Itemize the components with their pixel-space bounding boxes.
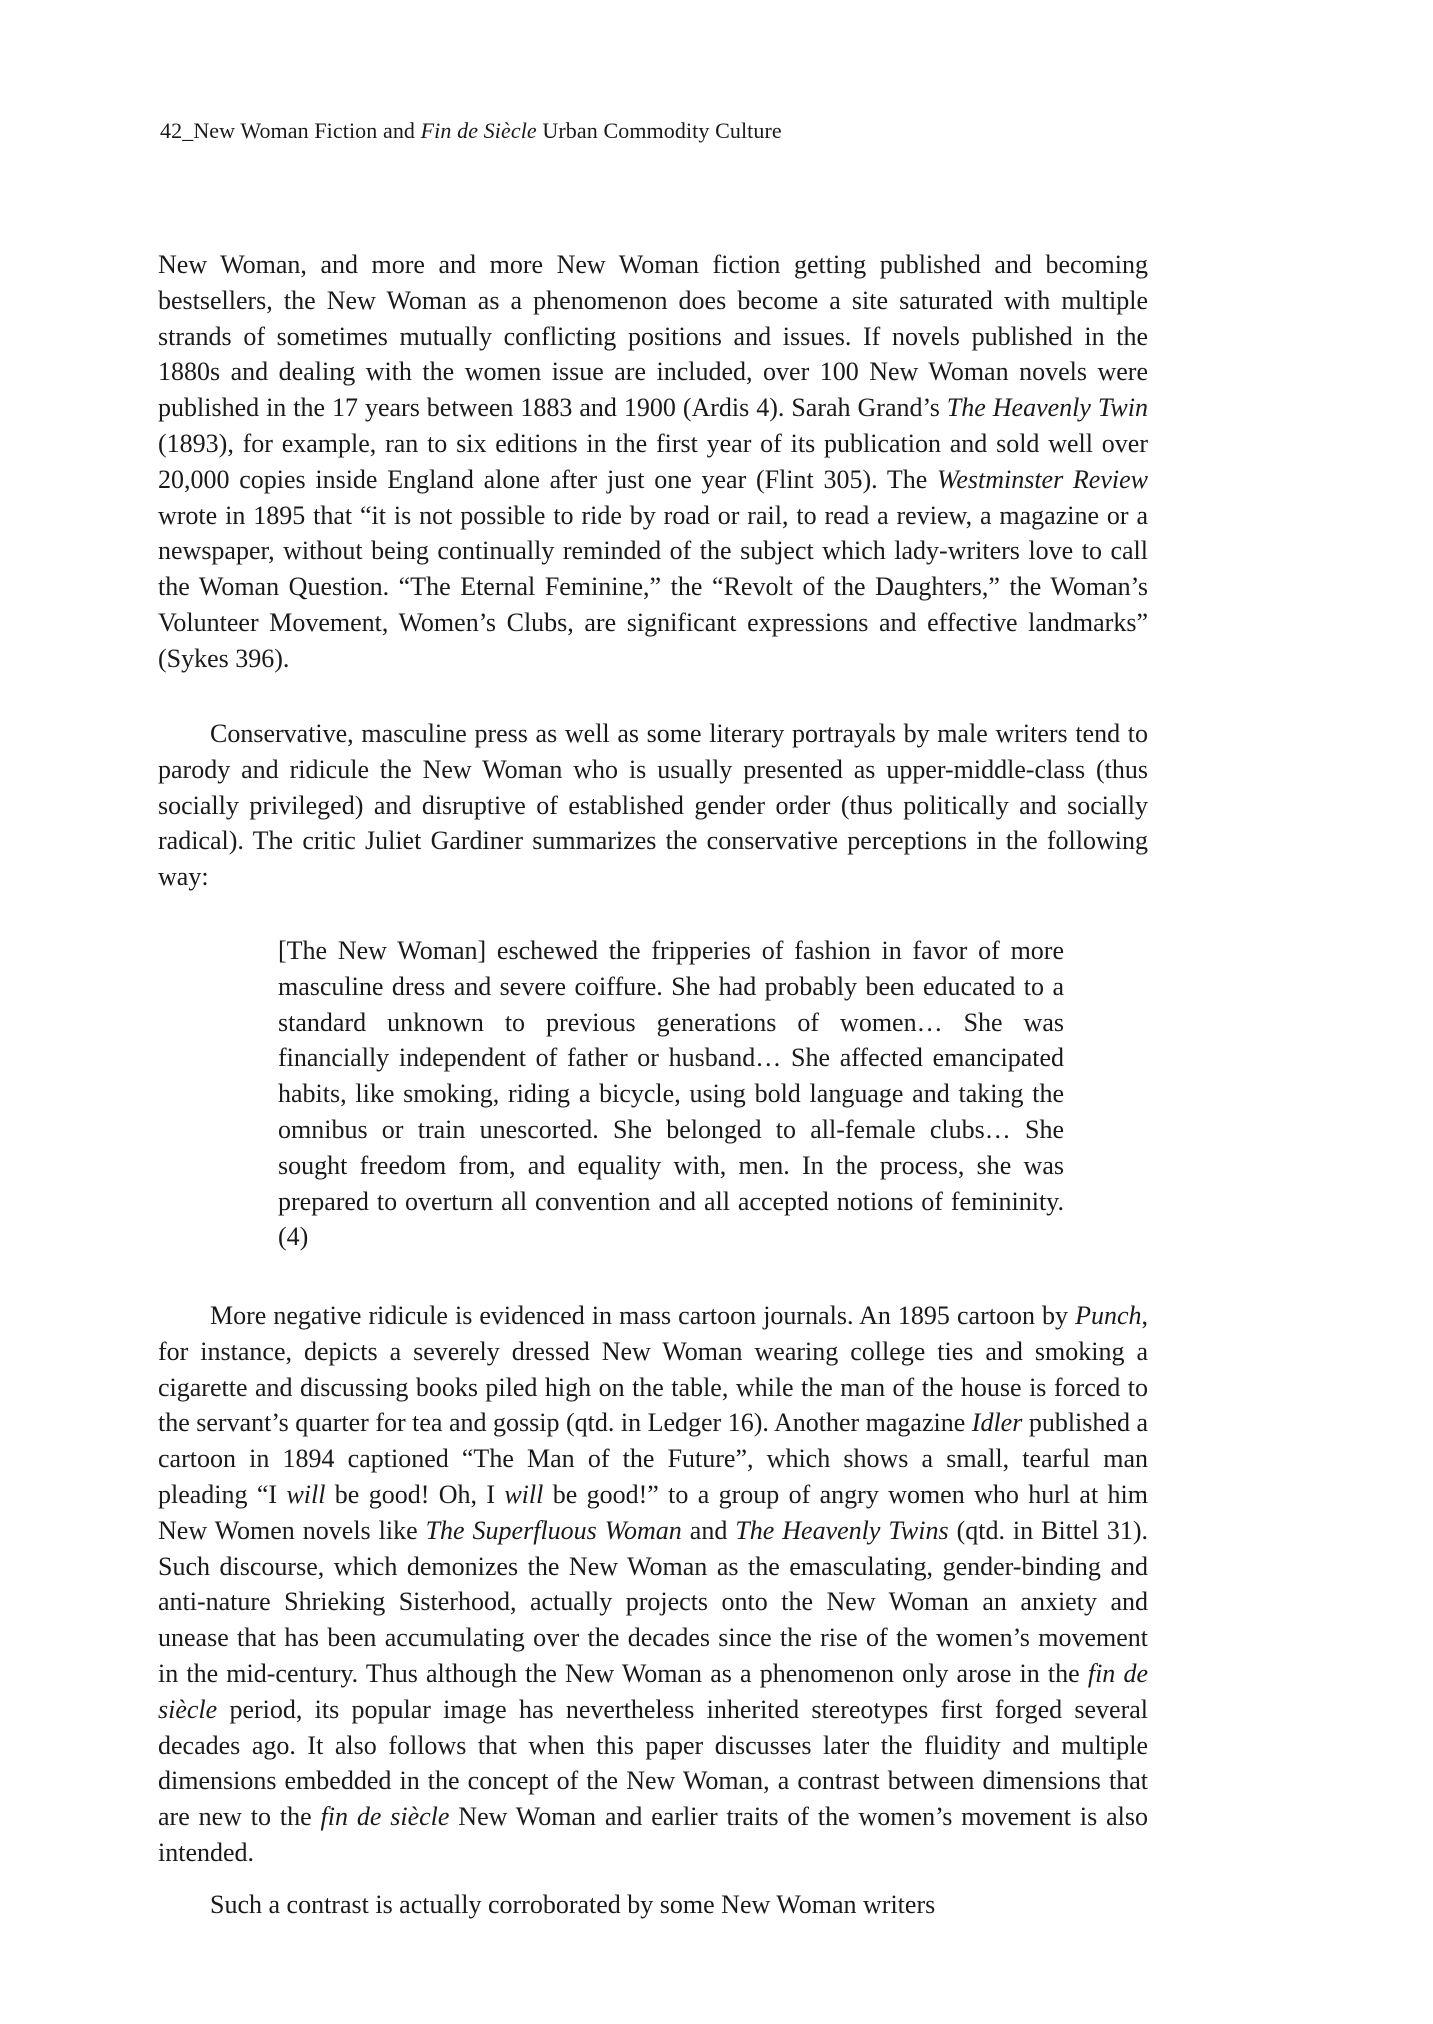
text-run: , for instance, depicts a severely dressed New Woman wearing college ties and smoking a cigarette and discussing books piled high on the table, while the man of the house is forced to the servant’s quarter for tea and gossip (qtd. in Ledger 16). Another magazine [158,1301,1148,1438]
italic-word: will [504,1479,544,1509]
running-title-end: Urban Commodity Culture [536,118,782,143]
text-run: published a cartoon in 1894 captioned “The Man of the Future”, which shows a small, tearful man pleading “I [158,1408,1148,1509]
paragraph-3 [158,1298,1148,1871]
text-run: be good! Oh, I [325,1479,505,1509]
paragraph-2: Conservative, masculine press as well as some literary portrayals by male writers tend to parody and ridicule the New Woman who is usually presented as upper-middle-class (thus socially privileged) and disruptive of established gender order (thus politically and socially radical). The critic Juliet Gardiner summarizes the conservative perceptions in the following way: [158,719,1148,892]
italic-word: will [286,1479,326,1509]
paragraph-4: Such a contrast is actually corroborated by some New Woman writers [210,1890,936,1919]
running-head [160,118,782,144]
running-title-italic: Fin de Siècle [420,118,537,143]
italic-title: Idler [971,1408,1023,1438]
page-number: 42_ [160,118,194,143]
text-run: wrote in 1895 that “it is not possible to ride by road or rail, to read a review, a magazine or a newspaper, without being continually reminded of the subject which lady-writers love to call the Woman Question. “The Eternal Feminine,” the “Revolt of the Daughters,” the Woman’s Volunteer Movement, Women’s Clubs, are significant expressions and effective landmarks” (Sykes 396). [158,500,1148,673]
running-title: New Woman Fiction and [193,118,421,143]
italic-title: Punch [1075,1301,1142,1330]
italic-title: The Heavenly Twin [946,393,1148,423]
block-quote: [The New Woman] eschewed the fripperies of fashion in favor of more masculine dress and severe coiffure. She had probably been educated to a standard unknown to previous generations of women… She was financially independent of father or husband… She affected emancipated habits, like smoking, riding a bicycle, using bold language and taking the omnibus or train unescorted. She belonged to all-female clubs… She sought freedom from, and equality with, men. In the process, she was prepared to overturn all convention and all accepted notions of femininity. (4) [278,936,1064,1252]
text-run: period, its popular image has nevertheless inherited stereotypes first forged several decades ago. It also follows that when this paper discusses later the fluidity and multiple dimensions embedded in the concept of the New Woman, a contrast between dimensions that are new to the [158,1694,1148,1832]
italic-title: The Superfluous Woman [425,1515,682,1545]
text-run: (1893), for example, ran to six editions in the first year of its publication and sold well over 20,000 copies inside England alone after just one year (Flint 305). The [158,428,1148,494]
text-run: be good!” to a group of angry women who hurl at him New Women novels like [158,1479,1148,1545]
text-run: and [681,1515,736,1545]
text-run: New Woman, and more and more New Woman fiction getting published and becoming bestsellers, the New Woman as a phenomenon does become a site saturated with multiple strands of sometimes mutually conflicting positions and issues. If novels published in the 1880s and dealing with the women issue are included, over 100 New Woman novels were published in the 17 years between 1883 and 1900 (Ardis 4). Sarah Grand’s [158,250,1148,423]
paragraph-1 [158,247,1148,677]
italic-title: The Heavenly Twins [735,1515,949,1545]
text-run: More negative ridicule is evidenced in mass cartoon journals. An 1895 cartoon by [210,1301,1076,1330]
italic-phrase: fin de siècle [158,1658,1148,1724]
italic-phrase: fin de siècle [320,1802,450,1832]
italic-title: Westminster Review [937,464,1148,494]
text-run: (qtd. in Bittel 31). Such discourse, which demonizes the New Woman as the emasculating, gender-binding and anti-nature Shrieking Sisterhood, actually projects onto the New Woman an anxiety and unease that has been accumulating over the decades since the rise of the women’s movement in the mid-century. Thus although the New Woman as a phenomenon only arose in the [158,1515,1149,1688]
text-run: New Woman and earlier traits of the women’s movement is also intended. [158,1802,1148,1867]
